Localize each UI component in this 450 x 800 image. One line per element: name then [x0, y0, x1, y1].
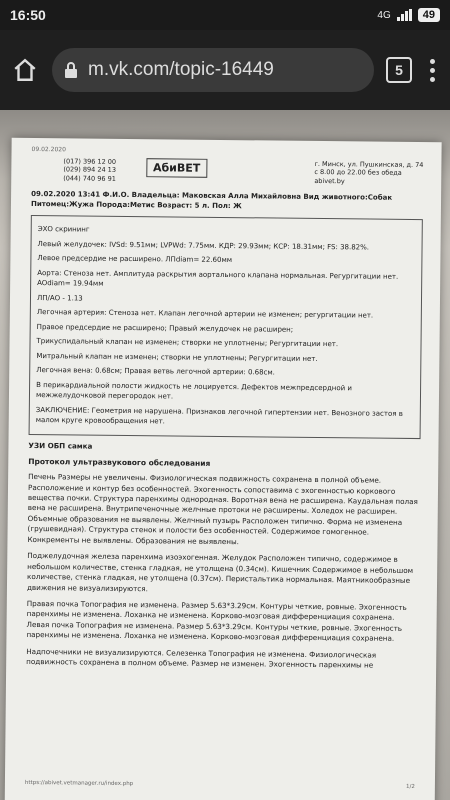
protocol-paragraph: Поджелудочная железа паренхима изоэхогенная. Желудок Расположен типично, содержимое в небольшом количестве, стенка гладкая, не утолщена (0.34см). Кишечник Содержимое в небольшом количестве, стенка гладкая, не утолщена (0.37см). Перистальтика нормальная. Маятникообразные движения не визуализируются. — [26, 551, 414, 593]
clinic-address: г. Минск, ул. Пушкинская, д. 74 с 8.00 до 22.00 без обеда abivet.by — [314, 159, 424, 186]
page-number: 1/2 — [406, 783, 415, 791]
protocol-title: Протокол ультразвукового обследования — [28, 457, 211, 468]
network-type: 4G — [377, 9, 391, 21]
overflow-menu-icon[interactable] — [424, 59, 440, 82]
echo-line: Левое предсердие не расширено. ЛПdiam= 22.60мм — [37, 254, 233, 265]
clinic-phones: (017) 396 12 00 (029) 894 24 13 (044) 740 96 91 — [63, 157, 117, 183]
document-page — [4, 138, 441, 800]
echo-line: Трикуспидальный клапан не изменен; створки не уплотнены; Регургитации нет. — [36, 337, 339, 349]
tab-switcher-button[interactable]: 5 — [386, 57, 412, 83]
clinic-logo: АбиВЕТ — [146, 158, 208, 178]
echo-line: Легочная артерия: Стеноза нет. Клапан легочной артерии не изменен; регургитации нет. — [36, 308, 374, 320]
photo-content — [0, 110, 450, 800]
protocol-paragraph: Печень Размеры не увеличены. Физиологическая подвижность сохранена в полной объеме. Расположение и контур без особенностей. Эхогенность сопоставима с эхогенностью коркового вещества почки. Структура паренхимы однородная. Воротная вена не расширена. Каудальная полая вена не расширена. Внутрипеченочные желчные протоки не расширены. Холедох не расширен. Объемные образования не выявлены. Желчный пузырь Расположен типично. Форма не изменена (грушевидная). Структура стенок и полости без особенностей. Содержимое гомогенное. Конкременты не выявлены. Образования не выявлены. — [27, 472, 418, 546]
lock-icon — [64, 62, 78, 78]
echo-line: ЛП/АО - 1.13 — [36, 293, 83, 303]
battery-icon: 49 — [418, 8, 440, 22]
echo-section — [29, 215, 423, 439]
echo-line: Легочная вена: 0.68см; Правая ветвь легочной артерии: 0.68см. — [36, 366, 275, 377]
doc-date-small: 09.02.2020 — [31, 145, 66, 154]
clock: 16:50 — [10, 7, 46, 23]
status-bar — [0, 0, 450, 30]
echo-line: В перикардиальной полости жидкость не лоцируется. Дефектов межпредсердной и межжелудочковой перегородок нет. — [35, 380, 353, 401]
home-icon[interactable] — [10, 55, 40, 85]
echo-line: Левый желудочек: IVSd: 9.51мм; LVPWd: 7.75мм. КДР: 29.93мм; КСР: 18.31мм; FS: 38.82%. — [37, 239, 370, 252]
echo-line: Аорта: Стеноза нет. Амплитуда раскрытия аортального клапана нормальная. Регургитации нет. AOdiam= 19.94мм — [37, 268, 399, 288]
echo-line: Правое предсердие не расширено; Правый желудочек не расширен; — [36, 322, 294, 334]
address-bar[interactable] — [52, 48, 374, 92]
uzi-title: УЗИ ОБП самка — [28, 440, 93, 451]
echo-title: ЭХО скрининг — [37, 225, 90, 234]
footer-url: https://abivet.vetmanager.ru/index.php — [24, 779, 134, 788]
protocol-paragraph: Надпочечники не визуализируются. Селезенка Топография не изменена. Физиологическая подвижность сохранена в полном объеме. Размер не изменен. Эхогенность паренхимы не — [26, 646, 377, 670]
browser-toolbar — [0, 30, 450, 110]
uzi-section — [26, 441, 420, 672]
doc-header — [31, 157, 423, 186]
url-text: m.vk.com/topic-16449 — [88, 59, 274, 80]
echo-line: Митральный клапан не изменен; створки не уплотнены; Регургитации нет. — [36, 351, 318, 363]
signal-icon — [397, 9, 412, 21]
echo-conclusion: ЗАКЛЮЧЕНИЕ: Геометрия не нарушена. Признаков легочной гипертензии нет. Венозного застоя в малом круге кровообращения нет. — [35, 405, 403, 426]
protocol-paragraph: Правая почка Топография не изменена. Размер 5.63*3.29см. Контуры четкие, ровные. Эхогенность паренхимы не изменена. Лоханка не изменена. Корково-мозговая дифференциация сохранена. Левая почка Топография не изменена. Размер 5.63*3.29см. Контуры четкие, ровные. Эхогенность паренхимы не изменена. Лоханка не изменена. Корково-мозговая дифференциация сохранена. — [26, 598, 407, 644]
owner-info: 09.02.2020 13:41 Ф.И.О. Владельца: Маковская Алла Михайловна Вид животного:Собак Питомец:Жужа Порода:Метис Возраст: 5 л. Пол: Ж — [30, 190, 393, 210]
